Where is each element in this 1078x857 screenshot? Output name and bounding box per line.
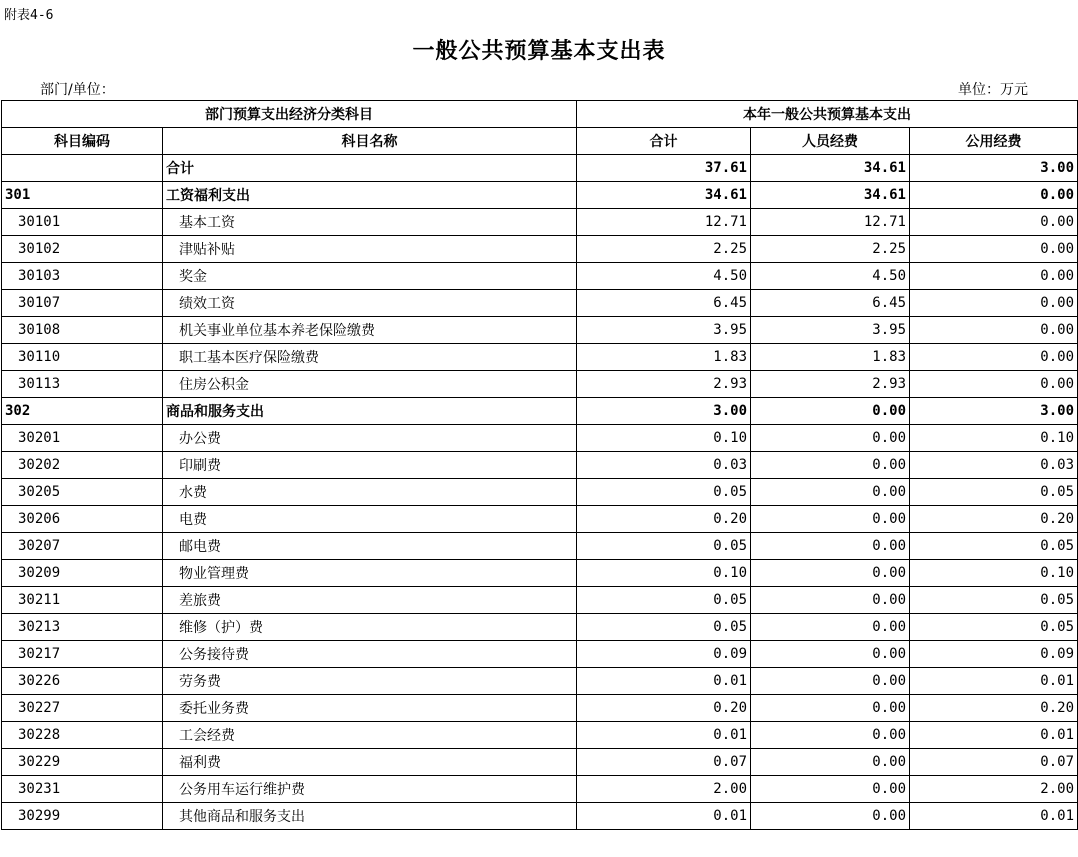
row-public: 3.00 — [910, 155, 1078, 182]
row-code: 30202 — [2, 452, 163, 479]
row-public: 0.00 — [910, 344, 1078, 371]
row-name: 其他商品和服务支出 — [163, 803, 577, 830]
row-personnel: 0.00 — [751, 533, 910, 560]
row-code: 30213 — [2, 614, 163, 641]
group-header-row — [2, 101, 1078, 128]
row-personnel: 2.25 — [751, 236, 910, 263]
page-title: 一般公共预算基本支出表 — [412, 38, 666, 64]
table-row — [2, 803, 1078, 830]
column-header-public: 公用经费 — [910, 128, 1078, 155]
row-code: 30108 — [2, 317, 163, 344]
row-total: 0.01 — [577, 668, 751, 695]
row-name: 维修（护）费 — [163, 614, 577, 641]
row-code: 30228 — [2, 722, 163, 749]
row-personnel: 34.61 — [751, 182, 910, 209]
table-row — [2, 614, 1078, 641]
table-row — [2, 155, 1078, 182]
row-personnel: 0.00 — [751, 587, 910, 614]
row-public: 0.20 — [910, 506, 1078, 533]
row-code: 30101 — [2, 209, 163, 236]
row-total: 12.71 — [577, 209, 751, 236]
row-public: 0.00 — [910, 236, 1078, 263]
row-total: 0.05 — [577, 614, 751, 641]
department-label: 部门/单位： — [40, 82, 115, 98]
row-code: 30299 — [2, 803, 163, 830]
row-code: 30103 — [2, 263, 163, 290]
row-public: 0.03 — [910, 452, 1078, 479]
row-public: 0.05 — [910, 533, 1078, 560]
row-public: 0.20 — [910, 695, 1078, 722]
row-code: 30217 — [2, 641, 163, 668]
row-public: 0.05 — [910, 587, 1078, 614]
row-name: 商品和服务支出 — [163, 398, 577, 425]
row-total: 1.83 — [577, 344, 751, 371]
row-personnel: 0.00 — [751, 560, 910, 587]
row-code: 302 — [2, 398, 163, 425]
row-public: 0.00 — [910, 371, 1078, 398]
row-name: 住房公积金 — [163, 371, 577, 398]
row-public: 0.01 — [910, 803, 1078, 830]
row-code: 30209 — [2, 560, 163, 587]
row-name: 委托业务费 — [163, 695, 577, 722]
row-name: 工会经费 — [163, 722, 577, 749]
row-name: 奖金 — [163, 263, 577, 290]
group-header-left: 部门预算支出经济分类科目 — [2, 101, 577, 128]
row-public: 3.00 — [910, 398, 1078, 425]
row-total: 6.45 — [577, 290, 751, 317]
row-personnel: 0.00 — [751, 776, 910, 803]
row-code: 30102 — [2, 236, 163, 263]
table-row — [2, 668, 1078, 695]
row-personnel: 0.00 — [751, 668, 910, 695]
row-name: 合计 — [163, 155, 577, 182]
row-personnel: 0.00 — [751, 749, 910, 776]
row-total: 0.09 — [577, 641, 751, 668]
row-personnel: 0.00 — [751, 425, 910, 452]
group-header-right: 本年一般公共预算基本支出 — [577, 101, 1078, 128]
row-total: 0.03 — [577, 452, 751, 479]
row-public: 0.10 — [910, 425, 1078, 452]
row-personnel: 0.00 — [751, 803, 910, 830]
row-personnel: 3.95 — [751, 317, 910, 344]
row-code: 30226 — [2, 668, 163, 695]
row-code — [2, 155, 163, 182]
table-row — [2, 263, 1078, 290]
row-personnel: 0.00 — [751, 452, 910, 479]
row-personnel: 6.45 — [751, 290, 910, 317]
table-row — [2, 506, 1078, 533]
row-code: 30113 — [2, 371, 163, 398]
row-total: 3.95 — [577, 317, 751, 344]
row-name: 福利费 — [163, 749, 577, 776]
budget-table — [1, 100, 1078, 830]
row-total: 0.01 — [577, 722, 751, 749]
row-public: 0.07 — [910, 749, 1078, 776]
table-row — [2, 425, 1078, 452]
row-public: 0.01 — [910, 722, 1078, 749]
row-public: 0.00 — [910, 263, 1078, 290]
row-total: 4.50 — [577, 263, 751, 290]
table-row — [2, 344, 1078, 371]
row-total: 34.61 — [577, 182, 751, 209]
row-personnel: 12.71 — [751, 209, 910, 236]
row-public: 0.05 — [910, 614, 1078, 641]
row-personnel: 34.61 — [751, 155, 910, 182]
row-name: 公务接待费 — [163, 641, 577, 668]
row-public: 0.00 — [910, 182, 1078, 209]
row-code: 30229 — [2, 749, 163, 776]
column-header-personnel: 人员经费 — [751, 128, 910, 155]
row-personnel: 0.00 — [751, 695, 910, 722]
row-name: 津贴补贴 — [163, 236, 577, 263]
row-personnel: 4.50 — [751, 263, 910, 290]
row-personnel: 1.83 — [751, 344, 910, 371]
row-name: 电费 — [163, 506, 577, 533]
row-code: 301 — [2, 182, 163, 209]
row-name: 公务用车运行维护费 — [163, 776, 577, 803]
column-header-total: 合计 — [577, 128, 751, 155]
row-name: 水费 — [163, 479, 577, 506]
table-row — [2, 209, 1078, 236]
row-code: 30206 — [2, 506, 163, 533]
table-row — [2, 533, 1078, 560]
attachment-label: 附表4-6 — [4, 8, 54, 23]
row-total: 0.10 — [577, 560, 751, 587]
row-total: 0.20 — [577, 695, 751, 722]
row-public: 2.00 — [910, 776, 1078, 803]
column-header-name: 科目名称 — [163, 128, 577, 155]
table-row — [2, 371, 1078, 398]
row-code: 30231 — [2, 776, 163, 803]
row-personnel: 0.00 — [751, 641, 910, 668]
table-row — [2, 452, 1078, 479]
row-personnel: 2.93 — [751, 371, 910, 398]
row-name: 办公费 — [163, 425, 577, 452]
table-row — [2, 776, 1078, 803]
row-name: 劳务费 — [163, 668, 577, 695]
row-total: 0.10 — [577, 425, 751, 452]
row-code: 30205 — [2, 479, 163, 506]
table-row — [2, 182, 1078, 209]
table-row — [2, 587, 1078, 614]
unit-label: 单位：万元 — [958, 82, 1028, 98]
row-name: 基本工资 — [163, 209, 577, 236]
table-row — [2, 749, 1078, 776]
row-public: 0.09 — [910, 641, 1078, 668]
row-personnel: 0.00 — [751, 722, 910, 749]
row-total: 0.05 — [577, 587, 751, 614]
row-code: 30207 — [2, 533, 163, 560]
row-total: 0.20 — [577, 506, 751, 533]
table-row — [2, 722, 1078, 749]
column-header-row — [2, 128, 1078, 155]
row-personnel: 0.00 — [751, 506, 910, 533]
column-header-code: 科目编码 — [2, 128, 163, 155]
row-public: 0.00 — [910, 290, 1078, 317]
row-code: 30110 — [2, 344, 163, 371]
row-total: 2.93 — [577, 371, 751, 398]
row-public: 0.01 — [910, 668, 1078, 695]
row-name: 职工基本医疗保险缴费 — [163, 344, 577, 371]
row-total: 3.00 — [577, 398, 751, 425]
row-code: 30107 — [2, 290, 163, 317]
table-row — [2, 560, 1078, 587]
row-code: 30227 — [2, 695, 163, 722]
row-name: 工资福利支出 — [163, 182, 577, 209]
row-public: 0.00 — [910, 317, 1078, 344]
row-public: 0.00 — [910, 209, 1078, 236]
row-personnel: 0.00 — [751, 479, 910, 506]
row-total: 37.61 — [577, 155, 751, 182]
row-name: 绩效工资 — [163, 290, 577, 317]
row-total: 0.01 — [577, 803, 751, 830]
table-row — [2, 641, 1078, 668]
row-name: 机关事业单位基本养老保险缴费 — [163, 317, 577, 344]
table-row — [2, 695, 1078, 722]
row-total: 2.00 — [577, 776, 751, 803]
table-row — [2, 290, 1078, 317]
row-total: 0.07 — [577, 749, 751, 776]
row-name: 邮电费 — [163, 533, 577, 560]
row-personnel: 0.00 — [751, 614, 910, 641]
row-name: 物业管理费 — [163, 560, 577, 587]
table-row — [2, 398, 1078, 425]
row-total: 2.25 — [577, 236, 751, 263]
row-public: 0.10 — [910, 560, 1078, 587]
table-row — [2, 236, 1078, 263]
row-name: 差旅费 — [163, 587, 577, 614]
row-total: 0.05 — [577, 533, 751, 560]
row-code: 30201 — [2, 425, 163, 452]
table-row — [2, 317, 1078, 344]
table-row — [2, 479, 1078, 506]
row-name: 印刷费 — [163, 452, 577, 479]
row-total: 0.05 — [577, 479, 751, 506]
row-code: 30211 — [2, 587, 163, 614]
row-personnel: 0.00 — [751, 398, 910, 425]
row-public: 0.05 — [910, 479, 1078, 506]
